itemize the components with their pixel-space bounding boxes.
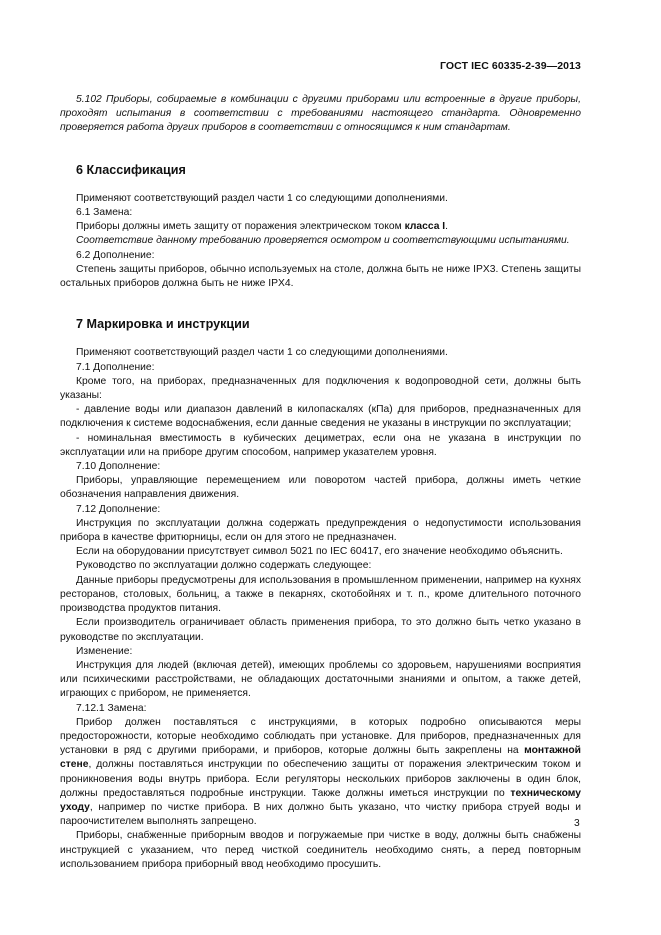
clause-6-2-text: Степень защиты приборов, обычно используемых на столе, должна быть не ниже IPX3. Степень защиты остальных приборов должна быть не ниже IPX4. bbox=[60, 263, 581, 290]
clause-7-1-title: 7.1 Дополнение: bbox=[76, 361, 155, 373]
clause-6-2-title: 6.2 Дополнение: bbox=[76, 249, 155, 261]
clause-7-1-text: Кроме того, на приборах, предназначенных для подключения к водопроводной сети, должны быть указаны: bbox=[60, 375, 581, 402]
document-header: ГОСТ IEC 60335-2-39—2013 bbox=[439, 60, 581, 72]
clause-7-12-1-text-1: Прибор должен поставляться с инструкциями, в которых подробно описываются меры предосторожности, которые необходимо соблюдать при установке. Для приборов, предназначенных для установки в ряд с другими приборами, и приборов, которые должны быть закреплены на монтажной стене, должны поставляться инструкции по обеспечению защиты от поражения электрическим током и проникновения воды внутрь прибора. Если регуляторы нескольких приборов заключены в один блок, должны предоставляться подробные инструкции. Также должны иметься инструкции по техническому уходу, например по чистке прибора. В них должно быть указано, что чистку прибора струей воды и пароочистителем выполнять запрещено. bbox=[60, 716, 581, 828]
clause-7-12-text-6: Инструкция для людей (включая детей), имеющих проблемы со здоровьем, нарушениями восприятия или психическими расстройствами, не обладающих достаточными знаниями и опытом, а также детей, играющих с прибором, не применяется. bbox=[60, 659, 581, 700]
clause-7-10-title: 7.10 Дополнение: bbox=[76, 461, 161, 473]
page-number: 3 bbox=[574, 818, 580, 829]
section-6-heading: 6 Классификация bbox=[76, 162, 186, 177]
section-6-intro: Применяют соответствующий раздел части 1 со следующими дополнениями. bbox=[76, 192, 448, 204]
clause-7-12-text-4: Данные приборы предусмотрены для использования в промышленном применении, например на кухнях ресторанов, столовых, больниц, а также в пекарнях, скотобойнях и т. п., кроме длительного поточного производства продуктов питания. bbox=[60, 574, 581, 615]
clause-7-12-text-2: Если на оборудовании присутствует символ 5021 по IEC 60417, его значение необходимо объяснить. bbox=[76, 546, 563, 558]
clause-7-12-text-3: Руководство по эксплуатации должно содержать следующее: bbox=[76, 560, 372, 572]
clause-7-1-item-1: - давление воды или диапазон давлений в килопаскалях (кПа) для приборов, предназначенных для подключения к системе водоснабжения, если данные сведения не указаны в инструкции по эксплуатации; bbox=[60, 404, 581, 430]
clause-6-1-title: 6.1 Замена: bbox=[76, 207, 133, 219]
clause-7-12-title: 7.12 Дополнение: bbox=[76, 503, 161, 515]
document-body bbox=[60, 93, 581, 872]
clause-7-12-change: Изменение: bbox=[76, 645, 133, 657]
clause-7-12-1-text-2: Приборы, снабженные приборным вводов и погружаемые при чистке в воду, должны быть снабжены инструкцией с указанием, что перед чисткой соединитель необходимо снять, а перед повторным использованием прибора приборный ввод необходимо просушить. bbox=[60, 830, 581, 870]
section-7-heading: 7 Маркировка и инструкции bbox=[76, 317, 250, 332]
clause-7-12-1-title: 7.12.1 Замена: bbox=[76, 702, 147, 714]
clause-7-10-text: Приборы, управляющие перемещением или поворотом частей прибора, должны иметь четкие обозначения направления движения. bbox=[60, 475, 581, 501]
clause-7-1-item-2: - номинальная вместимость в кубических дециметрах, если она не указана в инструкции по эксплуатации или на приборе другим способом, например указателем уровня. bbox=[60, 432, 581, 458]
clause-6-1-text: Приборы должны иметь защиту от поражения электрическом током класса I. bbox=[76, 221, 449, 233]
clause-7-12-text-1: Инструкция по эксплуатации должна содержать предупреждения о недопустимости использования прибора в качестве фритюрницы, если он для этого не предназначен. bbox=[60, 517, 581, 544]
clause-5-102: 5.102 Приборы, собираемые в комбинации с другими приборами или встроенные в другие приборы, проходят испытания в соответствии с требованиями настоящего стандарта. Одновременно проверяется работа других приборов в соответствии с относящимся к ним стандартам. bbox=[60, 94, 581, 134]
clause-7-12-text-5: Если производитель ограничивает область применения прибора, то это должно быть четко указано в руководстве по эксплуатации. bbox=[60, 617, 581, 643]
clause-6-1-check: Соответствие данному требованию проверяется осмотром и соответствующими испытаниями. bbox=[76, 235, 570, 247]
section-7-intro: Применяют соответствующий раздел части 1 со следующими дополнениями. bbox=[76, 347, 448, 359]
